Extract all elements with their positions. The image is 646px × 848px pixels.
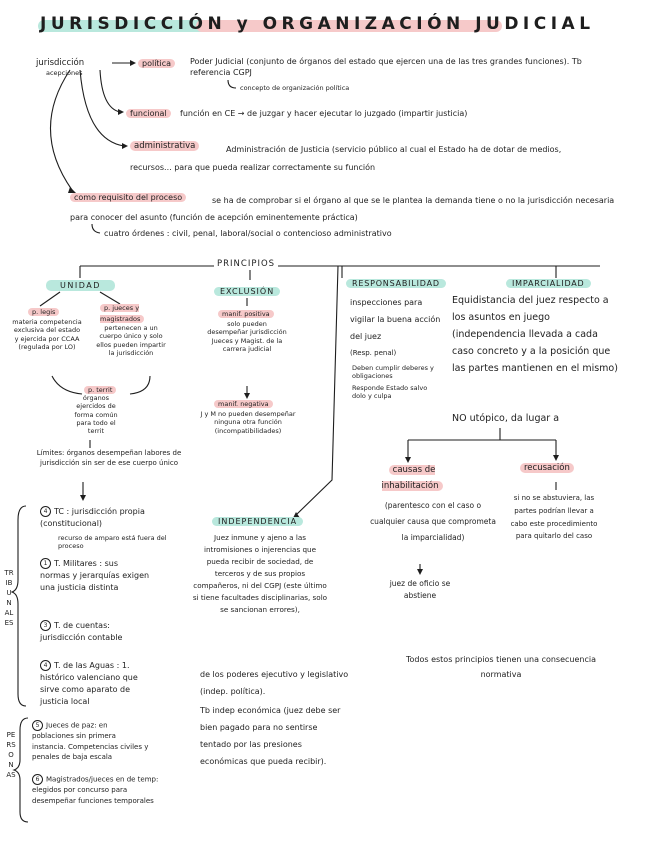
independencia-label: INDEPENDENCIA bbox=[212, 517, 303, 526]
independencia-text1: Juez inmune y ajeno a las intromisiones o injerencias que pueda recibir de sociedad, de terceros y de sus propios compañeros, ni del CGPJ (este último si tiene facultades disciplinarias, solo se sancionan errores), bbox=[192, 533, 328, 614]
tribunales-brace bbox=[12, 506, 26, 706]
aguas-number: 4 bbox=[40, 660, 51, 671]
limites-text: Límites: órganos desempeñan labores de jurisdicción sin ser de ese cuerpo único bbox=[36, 449, 182, 467]
personas-brace bbox=[14, 718, 28, 822]
imparcialidad-text: Equidistancia del juez respecto a los asuntos en juego (independencia llevada a cada caso concreto y a la posición que las partes mantienen en el mismo) bbox=[452, 295, 618, 374]
page-title: JURISDICCIÓN y ORGANIZACIÓN JUDICIAL bbox=[40, 14, 595, 34]
arrow-administrativa bbox=[80, 70, 124, 146]
recusacion-label: recusación bbox=[520, 463, 574, 473]
politica-text: Poder Judicial (conjunto de órganos del estado que ejercen una de las tres grandes funciones). Tb referencia CGPJ bbox=[190, 57, 582, 77]
tc-sub: recurso de amparo está fuera del proceso bbox=[58, 534, 167, 551]
tribunales-side-label: TRIBUNALES bbox=[4, 569, 14, 627]
resp-penal: (Resp. penal) bbox=[350, 349, 397, 357]
militares-number: 1 bbox=[40, 558, 51, 569]
arrow-funcional bbox=[100, 70, 120, 112]
manif-negativa-label: manif. negativa bbox=[214, 400, 273, 408]
unidad-label: UNIDAD bbox=[46, 280, 115, 291]
militares-text: T. Militares : sus normas y jerarquías exigen una justicia distinta bbox=[40, 559, 150, 592]
p-legis-text: materia competencia exclusiva del estado y ejercida por CCAA (regulada por LO) bbox=[12, 318, 82, 351]
requisito-text: se ha de comprobar si el órgano al que se le plantea la demanda tiene o no la jurisdicción necesaria para conocer del asunto (función de acepción eminentemente práctica) bbox=[70, 196, 615, 222]
requisito-label: como requisito del proceso bbox=[70, 193, 186, 202]
politica-sub: concepto de organización política bbox=[240, 84, 350, 92]
consecuencia-text: Todos estos principios tienen una consecuencia normativa bbox=[405, 655, 597, 679]
p-jueces-text: pertenecen a un cuerpo único y solo ellos pueden impartir la jurisdicción bbox=[96, 324, 166, 357]
causas-text: (parentesco con el caso o cualquier causa que comprometa la imparcialidad) bbox=[370, 501, 496, 542]
ordenes-text: cuatro órdenes : civil, penal, laboral/social o contencioso administrativo bbox=[104, 229, 392, 238]
manif-positiva-text: solo pueden desempeñar jurisdicción Jueces y Magist. de la carrera judicial bbox=[207, 320, 287, 353]
administrativa-text: Administración de Justicia (servicio público al cual el Estado ha de dotar de medios, recursos... para que pueda realizar correctamente su función bbox=[130, 145, 562, 172]
tc-text: TC : jurisdicción propia (constitucional) bbox=[40, 507, 145, 528]
p-territ-text: órganos ejercidos de forma común para todo el territ bbox=[74, 394, 118, 436]
personas-side-label: PERSONAS bbox=[6, 731, 16, 779]
principios-label: PRINCIPIOS bbox=[214, 259, 278, 270]
independencia-link bbox=[296, 266, 338, 515]
arrow-politica-sub bbox=[228, 80, 236, 88]
acepciones-label: acepciones bbox=[46, 69, 83, 77]
cuentas-text: T. de cuentas: jurisdicción contable bbox=[40, 621, 123, 642]
p-legis-label: p. legis bbox=[28, 308, 59, 316]
politica-label: política bbox=[138, 59, 175, 68]
deben-text: Deben cumplir deberes y obligaciones bbox=[352, 364, 434, 381]
independencia-text3: Tb indep económica (juez debe ser bien pagado para no sentirse tentado por las presiones económicas que pueda recibir). bbox=[200, 706, 341, 766]
magistrados-text: Magistrados/jueces en de temp: elegidos por concurso para desempeñar funciones temporales bbox=[32, 775, 159, 805]
responsabilidad-text: inspecciones para vigilar la buena acción del juez bbox=[350, 298, 441, 341]
juez-oficio: juez de oficio se abstiene bbox=[389, 579, 451, 600]
jurisdiccion-label: jurisdicción bbox=[36, 58, 85, 68]
no-utopico: NO utópico, da lugar a bbox=[452, 413, 560, 424]
exclusion-label: EXCLUSIÓN bbox=[214, 287, 280, 296]
arrow-requisito bbox=[50, 70, 72, 190]
imparcialidad-label: IMPARCIALIDAD bbox=[506, 279, 591, 288]
magistrados-number: 6 bbox=[32, 774, 43, 785]
cuentas-number: 3 bbox=[40, 620, 51, 631]
funcional-text: función en CE → de juzgar y hacer ejecutar lo juzgado (impartir justicia) bbox=[180, 109, 468, 118]
tc-number: 4 bbox=[40, 506, 51, 517]
recusacion-text: si no se abstuviera, las partes podrían llevar a cabo este procedimiento para quitarlo del caso bbox=[510, 494, 598, 541]
administrativa-label: administrativa bbox=[130, 141, 199, 151]
causas-label: causas de inhabilitación bbox=[382, 465, 443, 491]
p-jueces-label: p. jueces y magistrados bbox=[100, 304, 144, 323]
manif-positiva-label: manif. positiva bbox=[218, 310, 274, 318]
paz-number: 5 bbox=[32, 720, 43, 731]
funcional-label: funcional bbox=[126, 109, 171, 118]
aguas-text: T. de las Aguas : 1. histórico valenciano que sirve como aparato de justicia local bbox=[40, 661, 138, 706]
independencia-text2: de los poderes ejecutivo y legislativo (indep. política). bbox=[200, 670, 349, 696]
paz-text: Jueces de paz: en poblaciones sin primera instancia. Competencias civiles y penales de baja escala bbox=[32, 721, 149, 761]
responde-text: Responde Estado salvo dolo y culpa bbox=[352, 384, 428, 401]
manif-negativa-text: J y M no pueden desempeñar ninguna otra función (incompatibilidades) bbox=[200, 410, 296, 435]
p-territ-label: p. territ bbox=[84, 386, 116, 394]
responsabilidad-label: RESPONSABILIDAD bbox=[346, 279, 446, 288]
